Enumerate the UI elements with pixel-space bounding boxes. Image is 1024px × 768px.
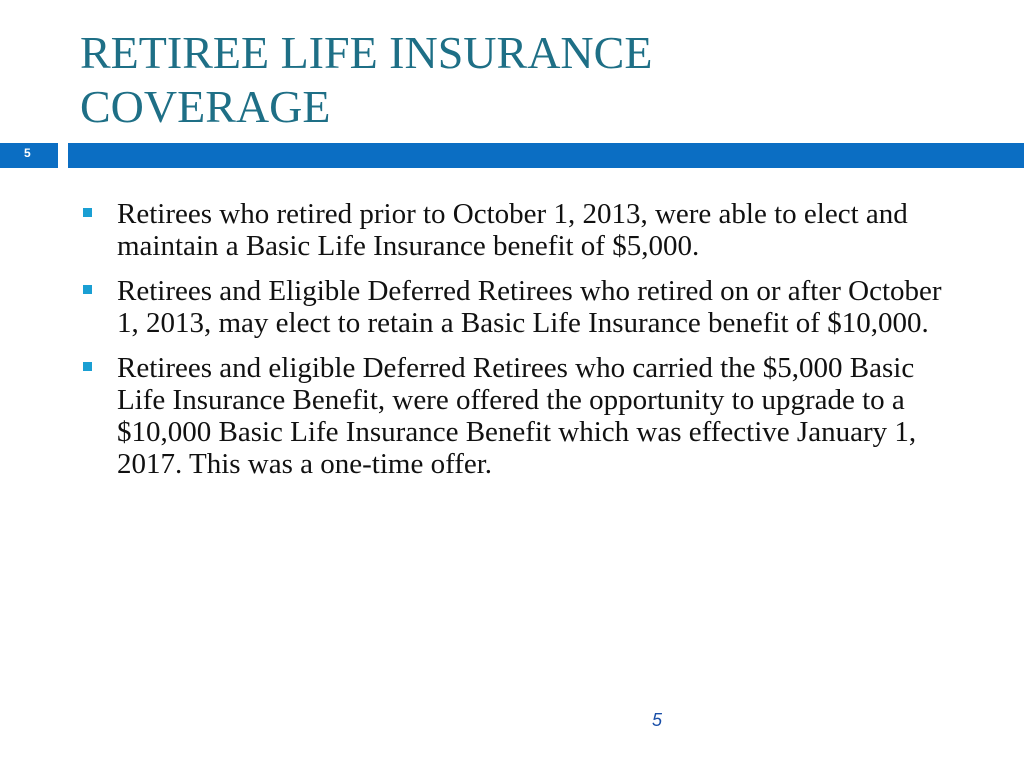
bullet-item [82,352,962,480]
bullet-text: Retirees who retired prior to October 1, 2013, were able to elect and maintain a Basic Life Insurance benefit of $5,000. [117,198,908,262]
slide-title [80,26,980,134]
footer-page-number: 5 [652,710,663,730]
square-bullet-icon [83,285,92,294]
square-bullet-icon [83,208,92,217]
header-slide-number: 5 [24,146,31,160]
header-bar-right [68,143,1024,168]
bullet-text: Retirees and eligible Deferred Retirees who carried the $5,000 Basic Life Insurance Benefit, were offered the opportunity to upgrade to a $10,000 Basic Life Insurance Benefit which was effective January 1, 2017. This was a one-time offer. [117,352,917,480]
slide-title-line-1: RETIREE LIFE INSURANCE [80,27,653,78]
square-bullet-icon [83,362,92,371]
bullet-text: Retirees and Eligible Deferred Retirees who retired on or after October 1, 2013, may elect to retain a Basic Life Insurance benefit of $10,000. [117,275,942,339]
bullet-list [82,198,962,493]
bullet-item [82,275,962,339]
slide-title-line-2: COVERAGE [80,81,331,132]
bullet-item [82,198,962,262]
